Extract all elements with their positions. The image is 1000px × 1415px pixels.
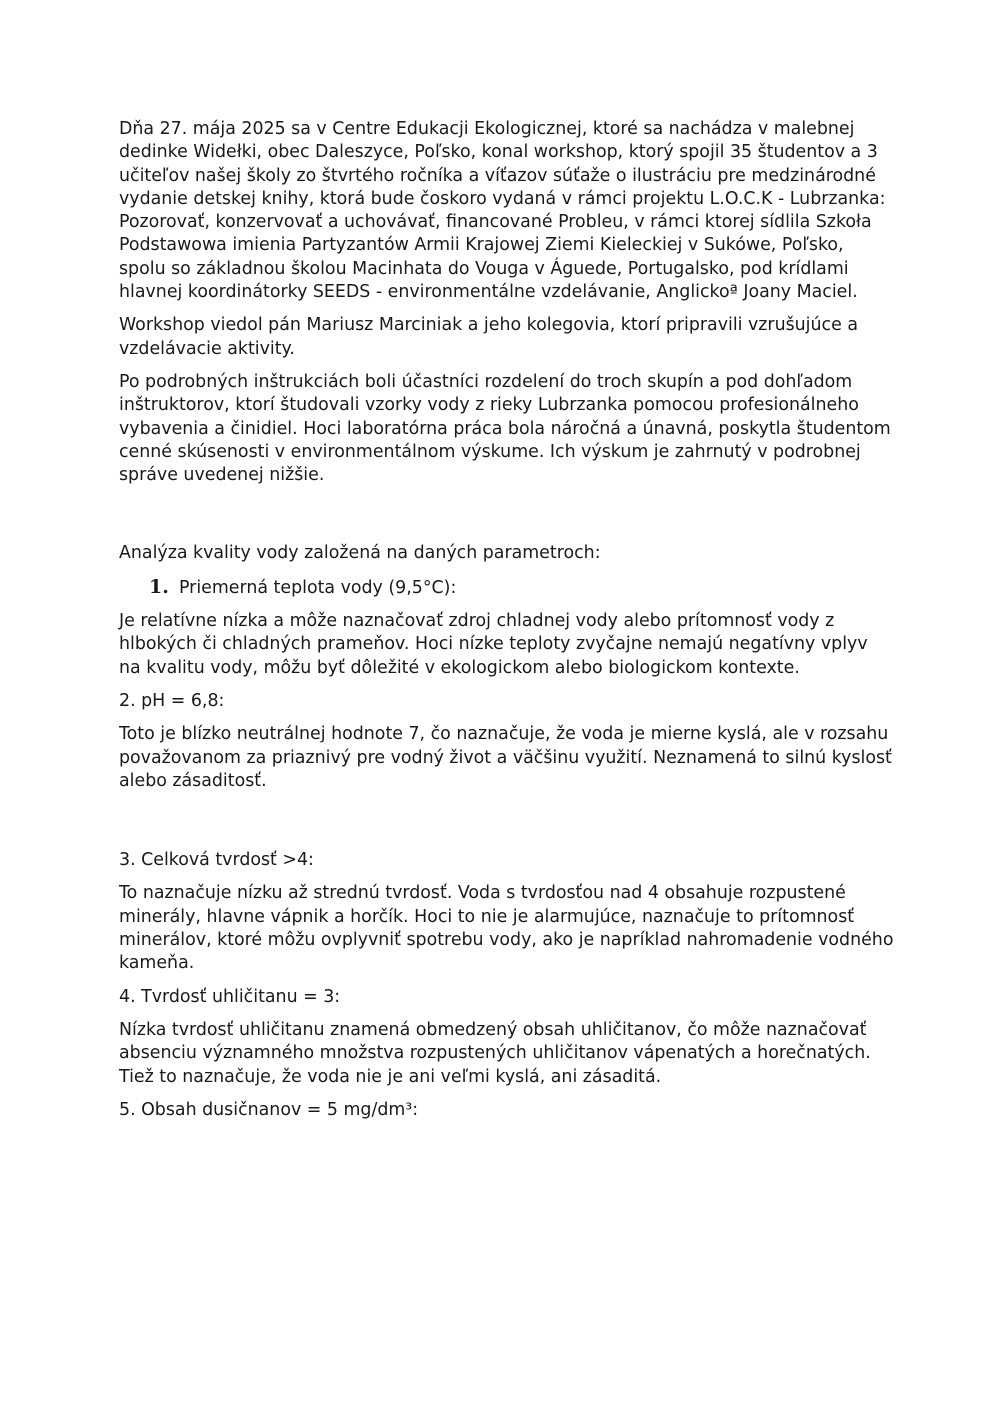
item4-heading: 4. Tvrdosť uhličitanu = 3: bbox=[119, 986, 341, 1007]
list-number: 1. bbox=[149, 575, 169, 598]
workshop-paragraph: Workshop viedol pán Mariusz Marciniak a jeho kolegovia, ktorí pripravili vzrušujúce a vzdelávacie aktivity. bbox=[119, 315, 858, 359]
item3-heading: 3. Celková tvrdosť >4: bbox=[119, 850, 314, 871]
document-body bbox=[119, 118, 894, 1132]
list-item-temperature bbox=[149, 576, 894, 600]
spacer bbox=[119, 803, 894, 849]
item4-text: Nízka tvrdosť uhličitanu znamená obmedzený obsah uhličitanov, čo môže naznačovať absenciu významného množstva rozpustených uhličitanov vápenatých a horečnatých. Tiež to naznačuje, že voda nie je ani veľmi kyslá, ani zásaditá. bbox=[119, 1019, 871, 1087]
item2-text: Toto je blízko neutrálnej hodnote 7, čo naznačuje, že voda je mierne kyslá, ale v rozsahu považovanom za priaznivý pre vodný život a väčšinu využití. Neznamená to silnú kyslosť alebo zásaditosť. bbox=[119, 724, 892, 791]
item1-heading: Priemerná teplota vody (9,5°C): bbox=[179, 577, 457, 598]
analysis-heading: Analýza kvality vody založená na daných parametroch: bbox=[119, 543, 601, 564]
item5-heading: 5. Obsah dusičnanov = 5 mg/dm³: bbox=[119, 1099, 419, 1120]
item3-text: To naznačuje nízku až strednú tvrdosť. Voda s tvrdosťou nad 4 obsahuje rozpustené minerály, hlavne vápnik a horčík. Hoci to nie je alarmujúce, naznačuje to prítomnosť minerálov, ktoré môžu ovplyvniť spotrebu vody, ako je napríklad nahromadenie vodného kameňa. bbox=[119, 883, 894, 974]
item1-text: Je relatívne nízka a môže naznačovať zdroj chladnej vody alebo prítomnosť vody z hlbokých či chladných prameňov. Hoci nízke teploty zvyčajne nemajú negatívny vplyv na kvalitu vody, môžu byť dôležité v ekologickom alebo biologickom kontexte. bbox=[119, 611, 868, 678]
groups-paragraph: Po podrobných inštrukciách boli účastníci rozdelení do troch skupín a pod dohľadom inštruktorov, ktorí študovali vzorky vody z rieky Lubrzanka pomocou profesionálneho vybavenia a činidiel. Hoci laboratórna práca bola náročná a únavná, poskytla študentom cenné skúsenosti v environmentálnom výskume. Ich výskum je zahrnutý v podrobnej správe uvedenej nižšie. bbox=[119, 371, 891, 486]
intro-paragraph: Dňa 27. mája 2025 sa v Centre Edukacji Ekologicznej, ktoré sa nachádza v malebnej dedinke Widełki, obec Daleszyce, Poľsko, konal workshop, ktorý spojil 35 študentov a 3 učiteľov našej školy zo štvrtého ročníka a víťazov súťaže o ilustráciu pre medzinárodné vydanie detskej knihy, ktorá bude čoskoro vydaná v rámci projektu L.O.C.K - Lubrzanka: Pozorovať, konzervovať a uchovávať, financované Probleu, v rámci ktorej sídlila Szkoła Podstawowa imienia Partyzantów Armii Krajowej Ziemi Kieleckiej v Sukówe, Poľsko, spolu so základnou školou Macinhata do Vouga v Águede, Portugalsko, pod krídlami hlavnej koordinátorky SEEDS - environmentálne vzdelávanie, Anglickoª Joany Maciel. bbox=[119, 119, 886, 303]
spacer bbox=[119, 497, 894, 542]
item2-heading: 2. pH = 6,8: bbox=[119, 690, 225, 711]
